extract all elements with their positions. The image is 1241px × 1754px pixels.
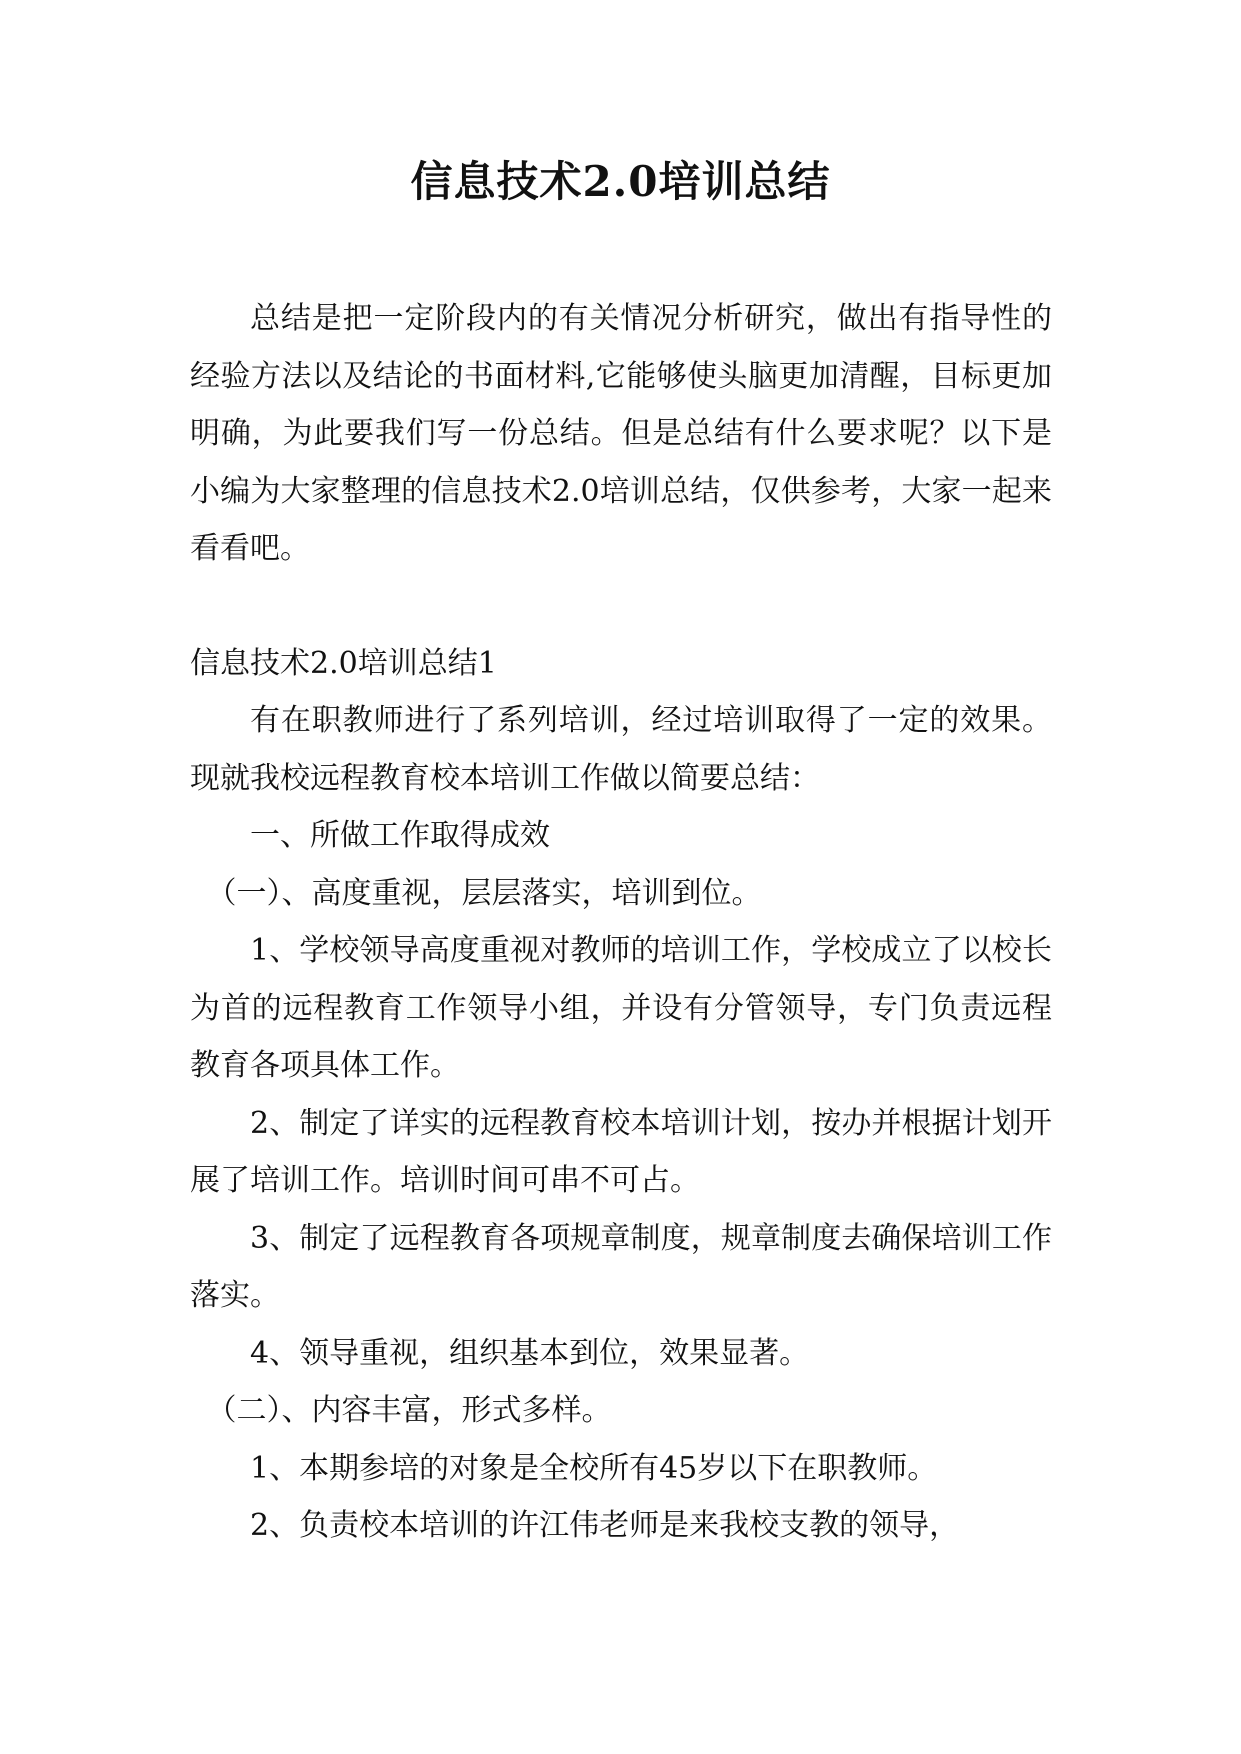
section-title: 信息技术2.0培训总结1 — [190, 645, 497, 681]
body-paragraph-7: 2、负责校本培训的许江伟老师是来我校支教的领导， — [250, 1508, 960, 1543]
subheading-1: （一）、高度重视，层层落实，培训到位。 — [206, 875, 762, 911]
body-paragraph-4: 3、制定了远程教育各项规章制度，规章制度去确保培训工作落实。 — [190, 1220, 1052, 1313]
document-title: 信息技术2.0培训总结 — [410, 157, 831, 206]
intro-paragraph: 总结是把一定阶段内的有关情况分析研究，做出有指导性的经验方法以及结论的书面材料,它能够使头脑更加清醒，目标更加明确，为此要我们写一份总结。但是总结有什么要求呢？以下是小编为大家整理的信息技术2.0培训总结，仅供参考，大家一起来看看吧。 — [190, 301, 1052, 566]
body-paragraph-1: 有在职教师进行了系列培训，经过培训取得了一定的效果。现就我校远程教育校本培训工作做以简要总结： — [190, 703, 1052, 796]
heading-achievements: 一、所做工作取得成效 — [250, 818, 550, 853]
body-paragraph-6: 1、本期参培的对象是全校所有45岁以下在职教师。 — [250, 1450, 938, 1486]
body-paragraph-2: 1、学校领导高度重视对教师的培训工作，学校成立了以校长为首的远程教育工作领导小组，并设有分管领导，专门负责远程教育各项具体工作。 — [190, 933, 1052, 1083]
body-paragraph-3: 2、制定了详实的远程教育校本培训计划，按办并根据计划开展了培训工作。培训时间可串不可占。 — [190, 1105, 1052, 1198]
body-paragraph-5: 4、领导重视，组织基本到位，效果显著。 — [250, 1335, 810, 1371]
subheading-2: （二）、内容丰富，形式多样。 — [206, 1393, 612, 1428]
document-body — [190, 290, 1052, 1555]
